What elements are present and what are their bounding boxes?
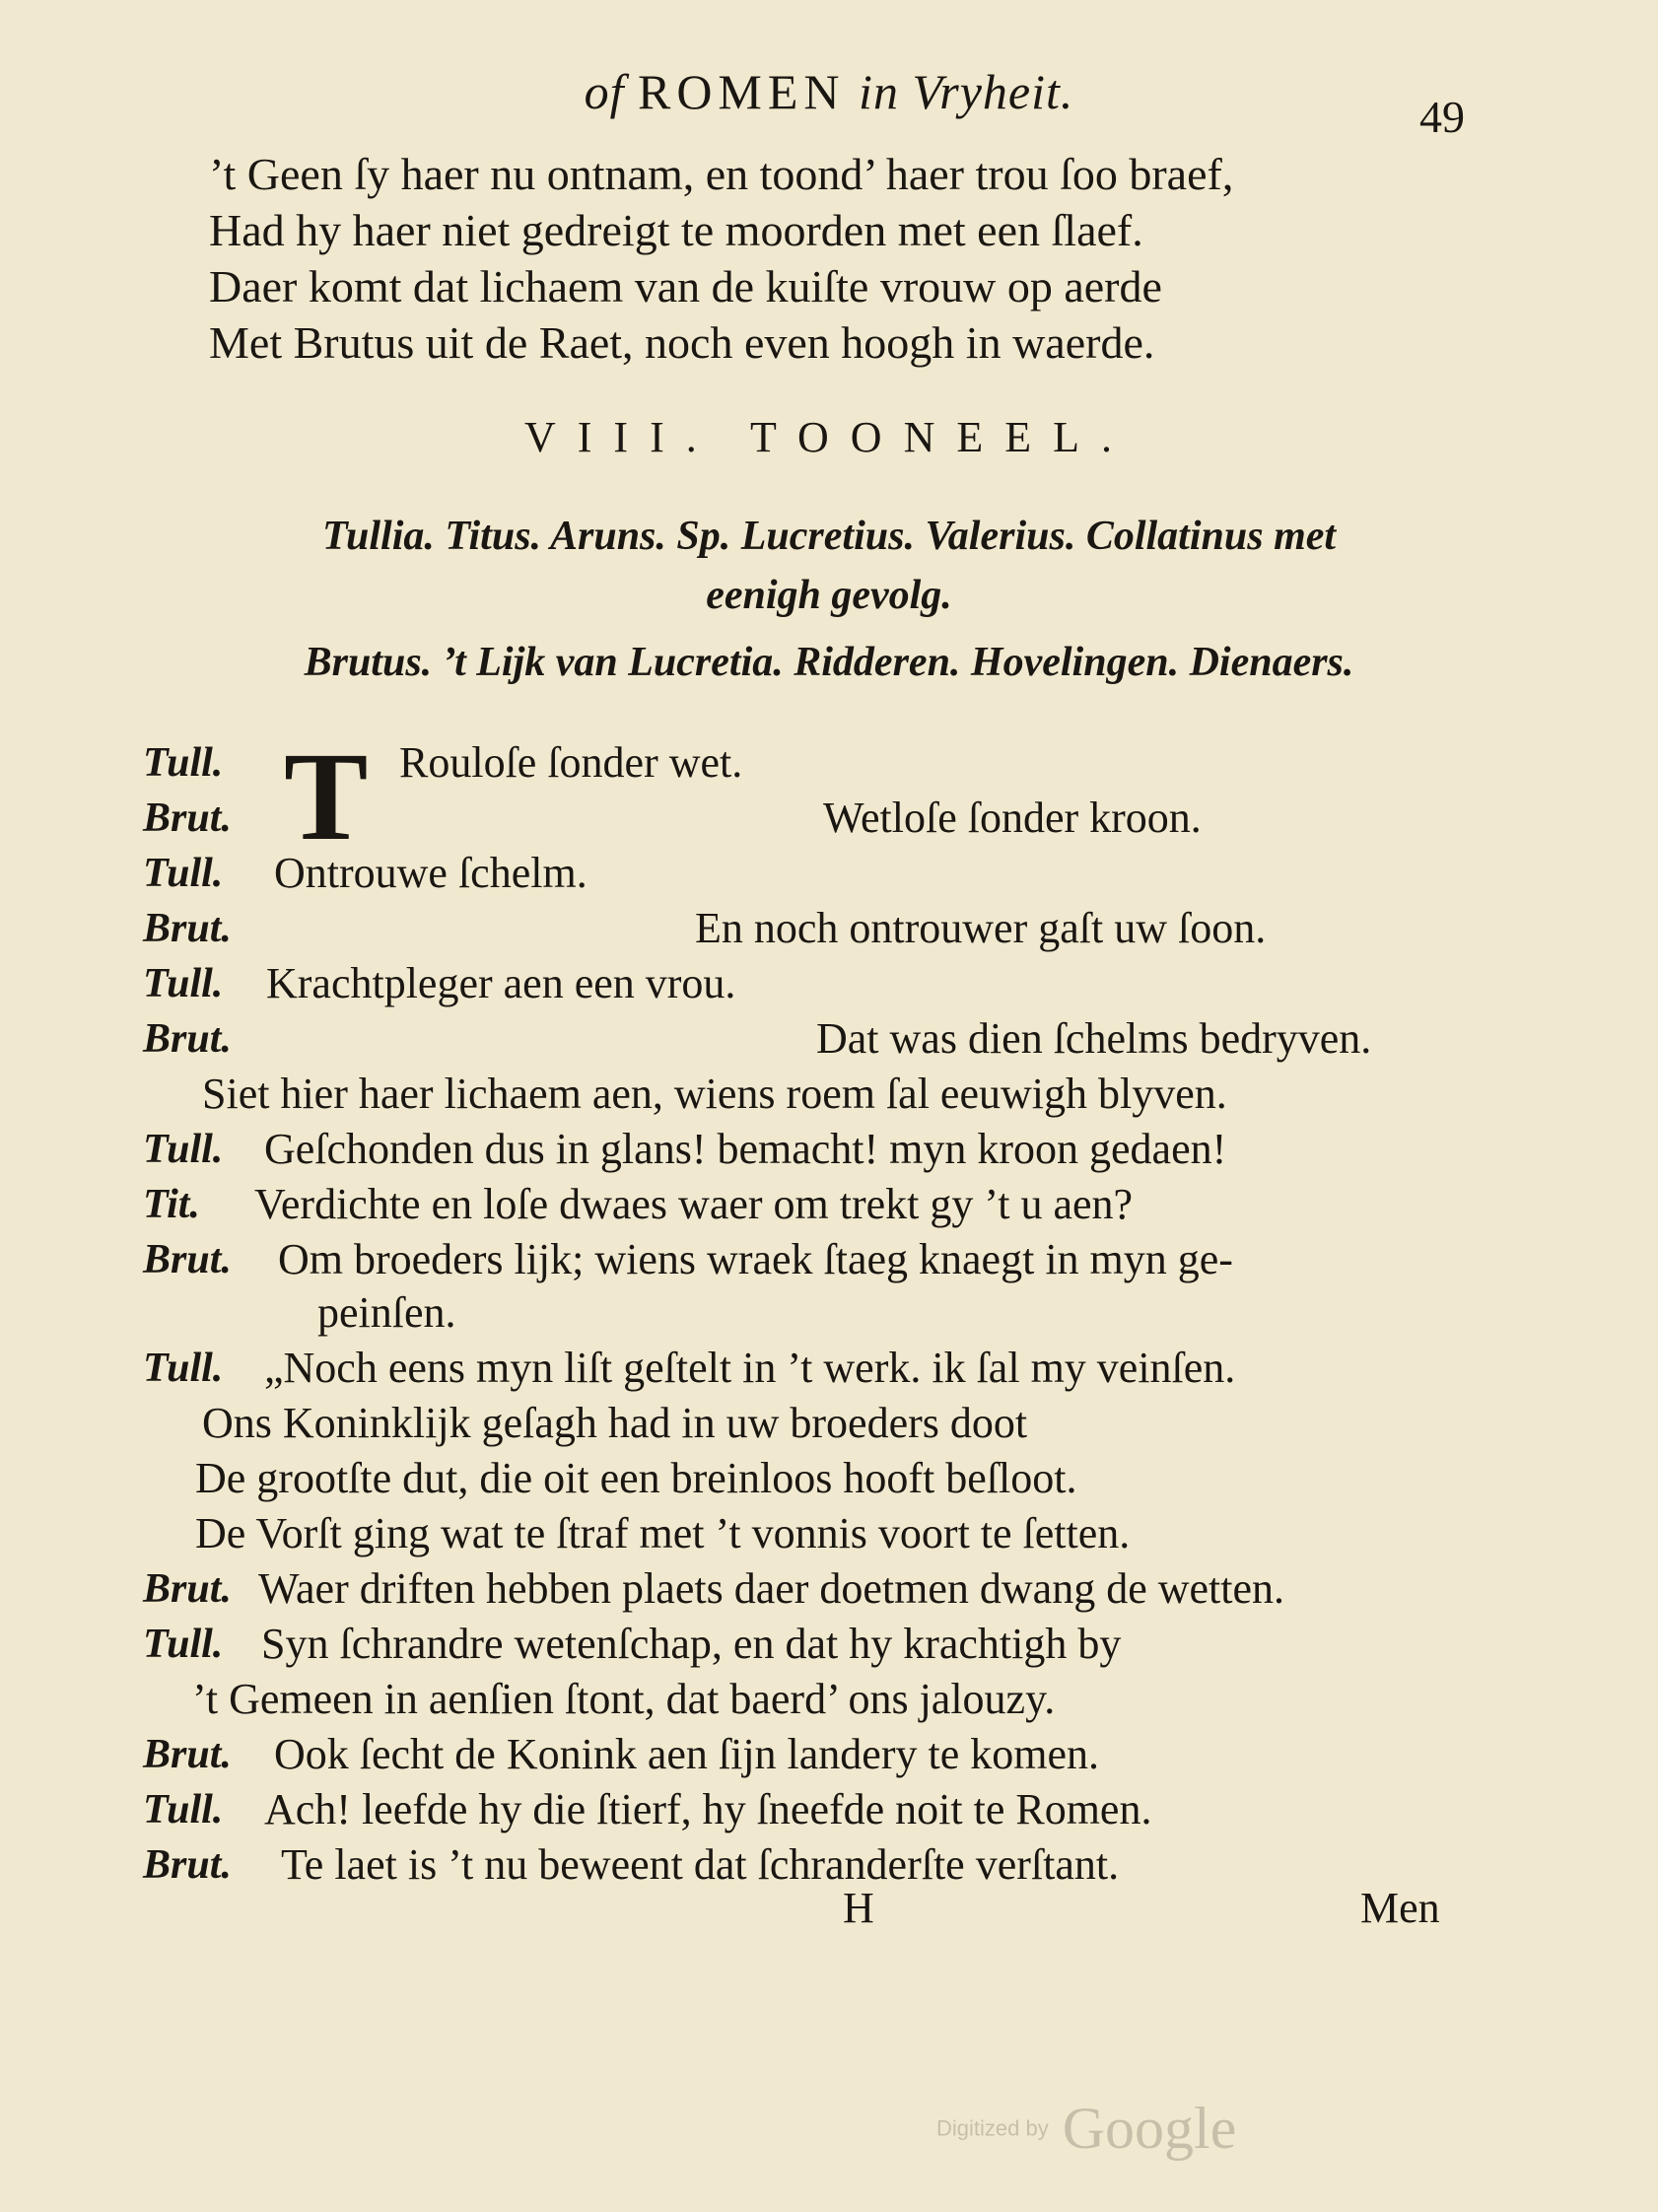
cast-list-line: Brutus. ’t Lijk van Lucretia. Ridderen. Hovelingen. Dienaers. — [304, 640, 1354, 685]
dialogue-line: Rouloſe ſonder wet. — [399, 738, 743, 787]
speaker-label: Brut. — [143, 906, 232, 951]
speaker-label: Brut. — [143, 1566, 232, 1612]
dialogue-line: Waer driften hebben plaets daer doetmen dwang de wetten. — [258, 1564, 1285, 1613]
header-title: ROMEN — [637, 64, 846, 119]
dialogue-line: Te laet is ’t nu beweent dat ſchranderſte verſtant. — [281, 1840, 1120, 1889]
speaker-label: Tull. — [143, 851, 224, 896]
signature-mark: H — [843, 1884, 874, 1932]
speaker-label: Tit. — [143, 1182, 200, 1227]
speaker-label: Brut. — [143, 1237, 232, 1282]
speaker-label: Tull. — [143, 961, 224, 1006]
header-prefix: of — [584, 64, 625, 119]
speaker-label: Tull. — [143, 1787, 224, 1832]
watermark-prefix: Digitized by — [936, 2115, 1049, 2141]
cast-list-line: eenigh gevolg. — [706, 573, 952, 618]
dialogue-line: Siet hier haer lichaem aen, wiens roem ſal eeuwigh blyven. — [202, 1070, 1227, 1118]
dialogue-line: En noch ontrouwer gaſt uw ſoon. — [695, 904, 1267, 952]
dialogue-line: Dat was dien ſchelms bedryven. — [816, 1014, 1372, 1063]
catchword: Men — [1360, 1884, 1440, 1932]
dialogue-line: Krachtpleger aen een vrou. — [266, 959, 736, 1007]
cast-list-line: Tullia. Titus. Aruns. Sp. Lucretius. Valerius. Collatinus met — [321, 514, 1337, 559]
speaker-label: Tull. — [143, 1127, 224, 1172]
dialogue-line: Wetloſe ſonder kroon. — [823, 794, 1202, 842]
watermark-brand: Google — [1062, 2096, 1237, 2161]
dialogue-line: De Vorſt ging wat te ſtraf met ’t vonnis voort te ſetten. — [195, 1509, 1131, 1557]
dialogue-line: Ons Koninklijk geſagh had in uw broeders doot — [202, 1399, 1028, 1447]
verse-line: Had hy haer niet gedreigt te moorden met een ſlaef. — [209, 205, 1143, 255]
dialogue-line: Verdichte en loſe dwaes waer om trekt gy ’t u aen? — [254, 1180, 1134, 1228]
dialogue-line: peinſen. — [317, 1288, 456, 1337]
dialogue-line: ’t Gemeen in aenſien ſtont, dat baerd’ ons jalouzy. — [192, 1675, 1056, 1723]
dialogue-line: Geſchonden dus in glans! bemacht! myn kroon gedaen! — [264, 1125, 1227, 1173]
speaker-label: Brut. — [143, 795, 232, 841]
dialogue-line: Om broeders lijk; wiens wraek ſtaeg knaegt in myn ge- — [278, 1235, 1233, 1283]
dialogue-line: Ontrouwe ſchelm. — [274, 849, 587, 897]
header-suffix: Vryheit. — [912, 64, 1074, 119]
dialogue-line: De grootſte dut, die oit een breinloos hooft beſloot. — [195, 1454, 1077, 1502]
speaker-label: Brut. — [143, 1842, 232, 1888]
verse-line: Daer komt dat lichaem van de kuiſte vrouw op aerde — [209, 261, 1162, 311]
drop-cap: T — [284, 726, 369, 866]
dialogue-line: Ach! leefde hy die ſtierf, hy ſneefde noit te Romen. — [264, 1785, 1152, 1833]
dialogue-line: Ook ſecht de Konink aen ſijn landery te komen. — [274, 1730, 1099, 1778]
speaker-label: Brut. — [143, 1016, 232, 1062]
digitized-watermark — [936, 2095, 1236, 2163]
dialogue-line: „Noch eens myn liſt geſtelt in ’t werk. ik ſal my veinſen. — [264, 1344, 1236, 1392]
speaker-label: Tull. — [143, 1346, 224, 1391]
speaker-label: Tull. — [143, 1622, 224, 1667]
page-number: 49 — [1419, 92, 1465, 142]
verse-line: ’t Geen ſy haer nu ontnam, en toond’ haer trou ſoo braef, — [209, 149, 1234, 199]
running-header — [0, 63, 1658, 120]
verse-line: Met Brutus uit de Raet, noch even hoogh in waerde. — [209, 317, 1155, 368]
header-mid: in — [859, 64, 899, 119]
speaker-label: Tull. — [143, 740, 224, 786]
dialogue-line: Syn ſchrandre wetenſchap, en dat hy krachtigh by — [261, 1620, 1122, 1668]
speaker-label: Brut. — [143, 1732, 232, 1777]
scene-heading: VIII. TOONEEL. — [524, 413, 1134, 461]
